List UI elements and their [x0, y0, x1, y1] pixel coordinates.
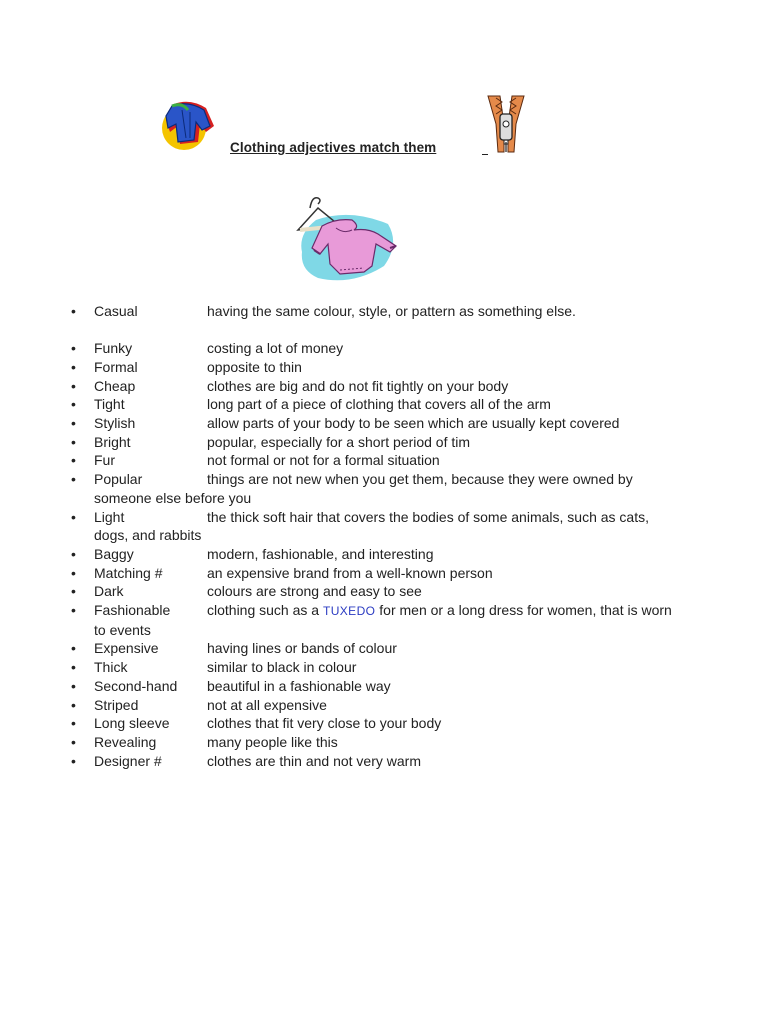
adjective-word: Formal	[94, 358, 138, 375]
bullet-icon: •	[71, 545, 76, 562]
adjective-definition-end: for men or a long dress for women, that is worn	[375, 602, 672, 619]
adjective-definition: clothes that fit very close to your body	[207, 715, 442, 732]
tuxedo-link[interactable]: TUXEDO	[322, 604, 376, 619]
definition-continuation: someone else before you	[94, 489, 252, 506]
bullet-icon: •	[71, 583, 76, 600]
bullet-icon: •	[71, 696, 76, 713]
list-item	[71, 677, 714, 696]
jacket-clipart-icon	[160, 98, 216, 154]
adjective-word: Thick	[94, 659, 128, 676]
bullet-icon: •	[71, 752, 76, 769]
adjective-word: Light	[94, 508, 125, 525]
bullet-icon: •	[71, 433, 76, 450]
adjective-definition: things are not new when you get them, because they were owned by	[207, 471, 633, 488]
bullet-icon: •	[71, 396, 76, 413]
adjective-definition: clothes are thin and not very warm	[207, 752, 421, 769]
list-item	[71, 339, 714, 358]
bullet-icon: •	[71, 471, 76, 488]
adjective-definition: many people like this	[207, 733, 338, 750]
bullet-icon: •	[71, 415, 76, 432]
adjective-word: Revealing	[94, 733, 157, 750]
adjective-definition: beautiful in a fashionable way	[207, 677, 391, 694]
list-item	[71, 545, 714, 564]
list-item	[71, 714, 714, 733]
adjective-word: Striped	[94, 696, 139, 713]
bullet-icon: •	[71, 602, 76, 619]
adjective-word: Dark	[94, 583, 124, 600]
list-item	[71, 601, 714, 639]
adjective-definition: having the same colour, style, or pattern as something else.	[207, 303, 576, 319]
adjective-definition: modern, fashionable, and interesting	[207, 545, 434, 562]
adjective-definition: popular, especially for a short period of tim	[207, 433, 471, 450]
bullet-icon: •	[71, 677, 76, 694]
list-item	[71, 752, 714, 771]
adjective-definition: an expensive brand from a well-known person	[207, 564, 493, 581]
sweater-on-hanger-clipart-icon	[292, 190, 402, 286]
definition-continuation: dogs, and rabbits	[94, 527, 202, 544]
adjective-definition: costing a lot of money	[207, 340, 344, 357]
adjective-definition: clothes are big and do not fit tightly on your body	[207, 377, 509, 394]
adjective-definition: colours are strong and easy to see	[207, 583, 422, 600]
list-item	[71, 658, 714, 677]
page-title: Clothing adjectives match them	[230, 140, 437, 155]
adjective-definition: opposite to thin	[207, 358, 302, 375]
adjective-word: Tight	[94, 396, 125, 413]
bullet-icon: •	[71, 303, 76, 319]
adjective-definition: similar to black in colour	[207, 659, 357, 676]
list-item	[71, 696, 714, 715]
list-item	[71, 433, 714, 452]
adjective-word: Second-hand	[94, 677, 178, 694]
adjective-definition: long part of a piece of clothing that covers all of the arm	[207, 396, 551, 413]
bullet-icon: •	[71, 715, 76, 732]
bullet-icon: •	[71, 659, 76, 676]
bullet-icon: •	[71, 358, 76, 375]
adjective-word: Popular	[94, 471, 143, 488]
bullet-icon: •	[71, 452, 76, 469]
adjective-word: Fashionable	[94, 602, 171, 619]
adjective-word: Long sleeve	[94, 715, 170, 732]
list-item	[71, 451, 714, 470]
adjective-list	[71, 302, 714, 770]
adjective-definition: the thick soft hair that covers the bodies of some animals, such as cats,	[207, 508, 649, 525]
adjective-definition: having lines or bands of colour	[207, 640, 397, 657]
adjective-word: Stylish	[94, 415, 136, 432]
adjective-definition: allow parts of your body to be seen which are usually kept covered	[207, 415, 620, 432]
adjective-word: Designer #	[94, 752, 162, 769]
definition-continuation: to events	[94, 621, 151, 638]
list-item	[71, 377, 714, 396]
adjective-word: Fur	[94, 452, 115, 469]
adjective-word: Bright	[94, 433, 131, 450]
list-item	[71, 582, 714, 601]
list-item	[71, 508, 714, 545]
bullet-icon: •	[71, 733, 76, 750]
adjective-word: Cheap	[94, 377, 136, 394]
bullet-icon: •	[71, 508, 76, 525]
adjective-word: Matching #	[94, 564, 163, 581]
adjective-definition: not formal or not for a formal situation	[207, 452, 440, 469]
list-item	[71, 733, 714, 752]
bullet-icon: •	[71, 640, 76, 657]
bullet-icon: •	[71, 377, 76, 394]
zipper-clipart-icon	[484, 94, 528, 154]
bullet-icon: •	[71, 564, 76, 581]
adjective-word: Expensive	[94, 640, 159, 657]
list-item	[71, 470, 714, 507]
adjective-word: Baggy	[94, 545, 134, 562]
adjective-word: Funky	[94, 340, 133, 357]
list-item	[71, 639, 714, 658]
list-item	[71, 395, 714, 414]
bullet-icon: •	[71, 340, 76, 357]
list-item	[71, 302, 714, 321]
list-item	[71, 358, 714, 377]
adjective-word: Casual	[94, 303, 138, 319]
list-item	[71, 564, 714, 583]
adjective-definition: not at all expensive	[207, 696, 327, 713]
adjective-definition-start: clothing such as a	[207, 602, 323, 619]
list-item	[71, 414, 714, 433]
